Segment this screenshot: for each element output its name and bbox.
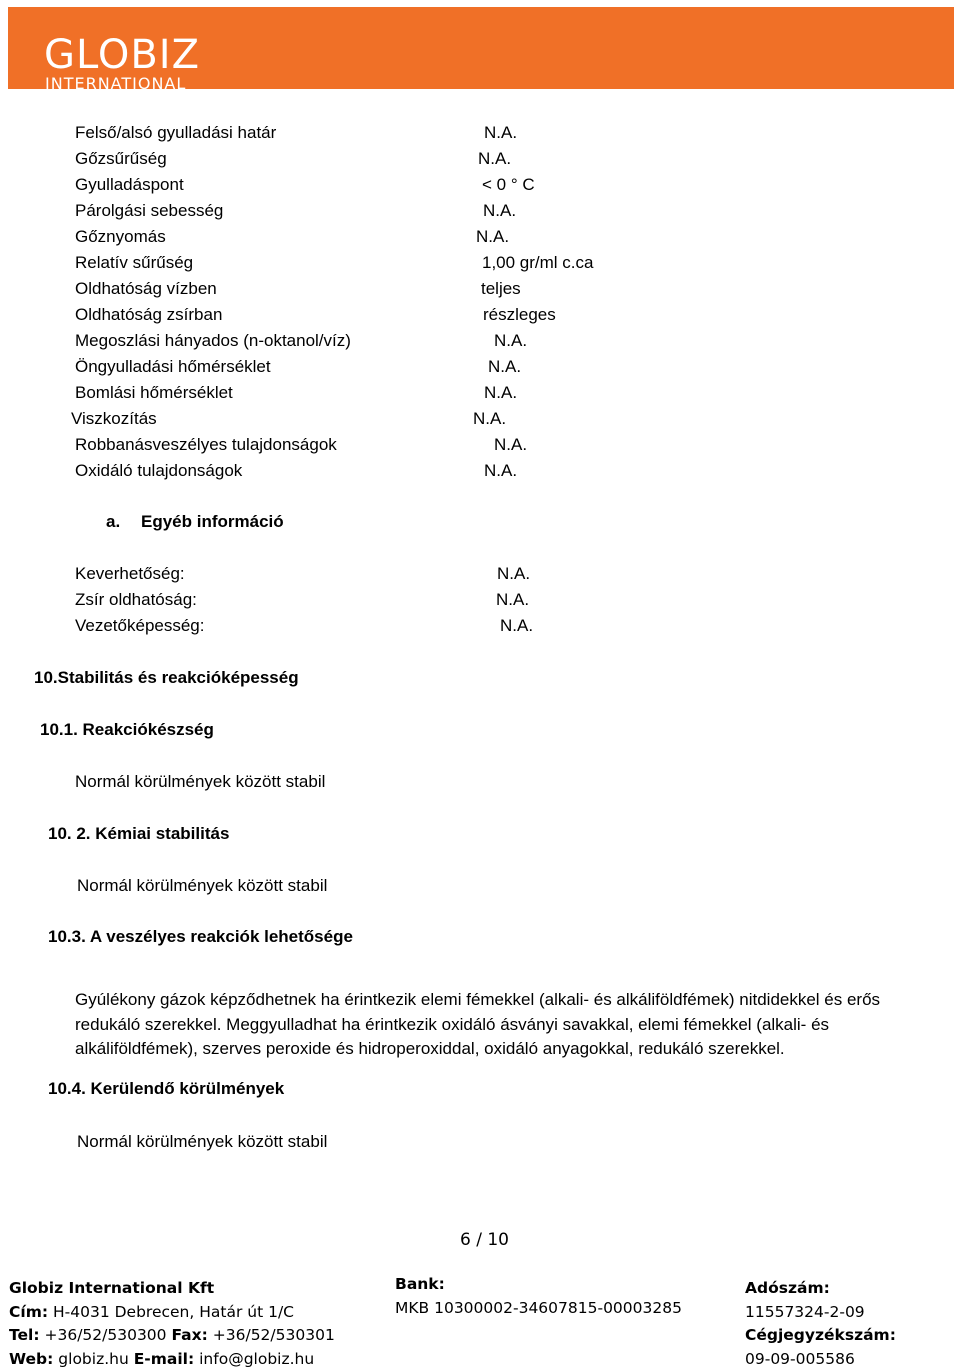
property-row	[0, 435, 960, 461]
other-info-value: N.A.	[496, 590, 529, 610]
property-row	[0, 409, 960, 435]
page-number: 6 / 10	[460, 1230, 509, 1250]
property-value: N.A.	[488, 357, 521, 377]
property-value: N.A.	[494, 435, 527, 455]
footer-email-label: E-mail:	[134, 1350, 194, 1368]
property-row	[0, 227, 960, 253]
footer-tel: +36/52/530300	[44, 1326, 166, 1344]
property-value: N.A.	[484, 123, 517, 143]
logo-main-text: GLOBIZ	[44, 35, 200, 75]
section-10-4-heading: 10.4. Kerülendő körülmények	[48, 1079, 284, 1099]
property-row	[0, 383, 960, 409]
property-row	[0, 149, 960, 175]
property-label: Megoszlási hányados (n-oktanol/víz)	[75, 331, 351, 351]
property-label: Gőznyomás	[75, 227, 166, 247]
footer-email-link[interactable]: info@globiz.hu	[199, 1350, 314, 1368]
section-10-3-heading: 10.3. A veszélyes reakciók lehetősége	[48, 927, 353, 947]
property-label: Párolgási sebesség	[75, 201, 223, 221]
section-10-3-text: Gyúlékony gázok képződhetnek ha érintkezik elemi fémekkel (alkali- és alkáliföldfémek) nitdidekkel és erős redukáló szerekkel. Meggyulladhat ha érintkezik oxidáló ásványi savakkal, elemi fémekkel (alkali- és alkáliföldfémek), szerves peroxide és hidroperoxiddal, oxidáló anyagokkal, redukáló szerekkel.	[75, 988, 945, 1062]
other-info-label: Zsír oldhatóság:	[75, 590, 197, 610]
other-info-value: N.A.	[497, 564, 530, 584]
property-value: N.A.	[494, 331, 527, 351]
property-value: részleges	[483, 305, 556, 325]
property-value: < 0 ° C	[482, 175, 535, 195]
company-logo	[44, 35, 200, 93]
footer-registry-column	[745, 1277, 896, 1371]
property-value: N.A.	[483, 201, 516, 221]
property-row	[0, 253, 960, 279]
property-label: Oxidáló tulajdonságok	[75, 461, 242, 481]
footer-tax-number: 11557324-2-09	[745, 1301, 896, 1325]
property-value: N.A.	[473, 409, 506, 429]
property-value: N.A.	[478, 149, 511, 169]
other-info-row	[0, 616, 960, 642]
property-label: Bomlási hőmérséklet	[75, 383, 233, 403]
footer-address-label: Cím:	[9, 1303, 48, 1321]
property-value: teljes	[481, 279, 521, 299]
footer-company-name: Globiz International Kft	[9, 1279, 214, 1297]
other-info-row	[0, 590, 960, 616]
property-row	[0, 175, 960, 201]
property-label: Relatív sűrűség	[75, 253, 193, 273]
property-row	[0, 331, 960, 357]
footer-registry-label: Cégjegyzékszám:	[745, 1326, 896, 1344]
property-value: N.A.	[476, 227, 509, 247]
footer-bank-label: Bank:	[395, 1275, 445, 1293]
footer-company-column	[9, 1277, 335, 1371]
property-label: Gyulladáspont	[75, 175, 184, 195]
property-row	[0, 461, 960, 487]
other-info-marker: a.	[106, 512, 120, 532]
property-row	[0, 279, 960, 305]
section-10-4-text: Normál körülmények között stabil	[77, 1132, 327, 1152]
section-10-heading: 10.Stabilitás és reakcióképesség	[34, 668, 299, 688]
property-row	[0, 305, 960, 331]
property-row	[0, 123, 960, 149]
section-10-1-heading: 10.1. Reakciókészség	[40, 720, 214, 740]
footer-registry-number: 09-09-005586	[745, 1348, 896, 1371]
other-info-heading: Egyéb információ	[141, 512, 284, 532]
property-label: Robbanásveszélyes tulajdonságok	[75, 435, 337, 455]
footer-bank-account: MKB 10300002-34607815-00003285	[395, 1297, 682, 1321]
logo-sub-text: INTERNATIONAL	[45, 75, 200, 93]
section-10-1-text: Normál körülmények között stabil	[75, 772, 325, 792]
property-label: Viszkozítás	[71, 409, 157, 429]
other-info-value: N.A.	[500, 616, 533, 636]
footer-fax-label: Fax:	[171, 1326, 207, 1344]
header-banner	[8, 7, 954, 89]
property-label: Oldhatóság vízben	[75, 279, 217, 299]
other-info-row	[0, 564, 960, 590]
property-value: N.A.	[484, 461, 517, 481]
footer-web-link[interactable]: globiz.hu	[58, 1350, 128, 1368]
other-info-label: Vezetőképesség:	[75, 616, 204, 636]
property-label: Gőzsűrűség	[75, 149, 167, 169]
property-row	[0, 357, 960, 383]
footer-web-label: Web:	[9, 1350, 53, 1368]
property-label: Oldhatóság zsírban	[75, 305, 222, 325]
footer-fax: +36/52/530301	[213, 1326, 335, 1344]
property-label: Felső/alsó gyulladási határ	[75, 123, 276, 143]
property-value: 1,00 gr/ml c.ca	[482, 253, 594, 273]
footer-tel-label: Tel:	[9, 1326, 40, 1344]
property-value: N.A.	[484, 383, 517, 403]
other-info-label: Keverhetőség:	[75, 564, 185, 584]
footer-address: H-4031 Debrecen, Határ út 1/C	[53, 1303, 294, 1321]
property-row	[0, 201, 960, 227]
footer-tax-label: Adószám:	[745, 1279, 830, 1297]
section-10-2-heading: 10. 2. Kémiai stabilitás	[48, 824, 229, 844]
property-label: Öngyulladási hőmérséklet	[75, 357, 271, 377]
section-10-2-text: Normál körülmények között stabil	[77, 876, 327, 896]
footer-bank-column	[395, 1273, 682, 1320]
